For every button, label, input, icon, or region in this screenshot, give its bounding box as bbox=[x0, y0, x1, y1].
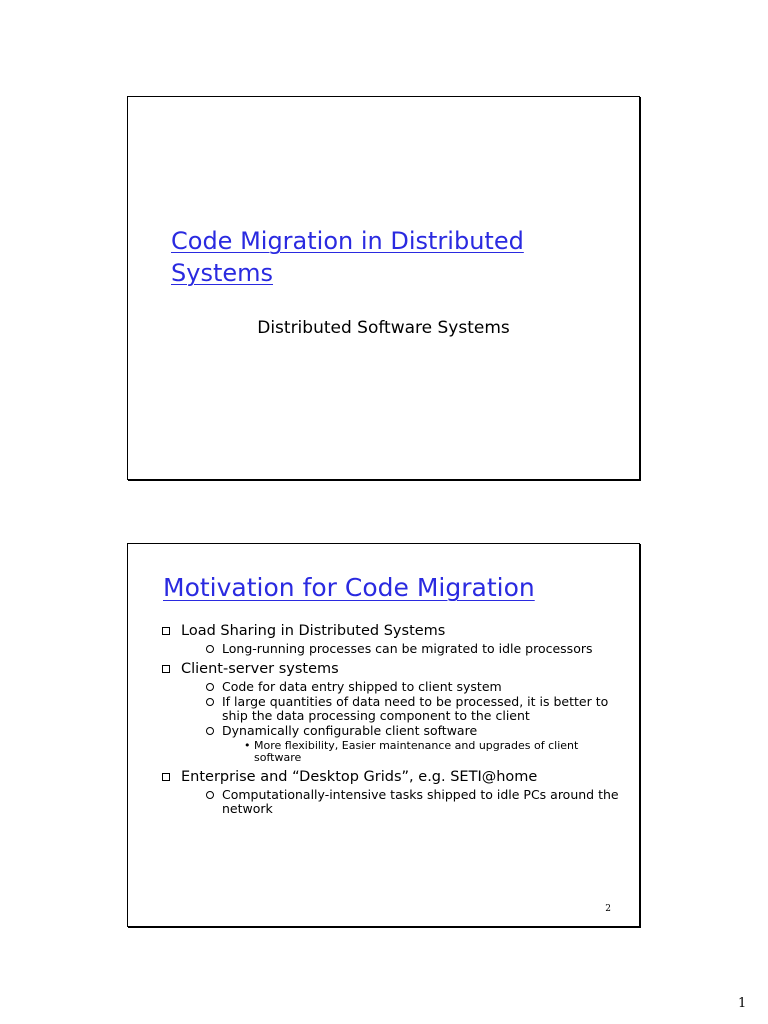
page-number: 1 bbox=[738, 996, 747, 1011]
square-bullet-icon bbox=[162, 627, 170, 635]
sub-bullet-text: If large quantities of data need to be processed, it is better to ship the data processing component to the client bbox=[222, 694, 609, 723]
sub-bullet-list bbox=[181, 680, 622, 764]
sub-sub-bullet-list bbox=[222, 740, 622, 764]
sub-bullet-text: Dynamically configurable client software bbox=[222, 723, 478, 738]
circle-bullet-icon bbox=[206, 683, 214, 691]
sub-bullet-text: Code for data entry shipped to client system bbox=[222, 679, 502, 694]
bullet-list bbox=[162, 620, 622, 820]
slide-1-subtitle: Distributed Software Systems bbox=[257, 318, 510, 338]
circle-bullet-icon bbox=[206, 791, 214, 799]
sub-bullet-item bbox=[204, 724, 622, 764]
square-bullet-icon bbox=[162, 773, 170, 781]
sub-bullet-list bbox=[181, 788, 622, 816]
slide-2-title: Motivation for Code Migration bbox=[163, 573, 535, 602]
square-bullet-icon bbox=[162, 665, 170, 673]
bullet-text: Load Sharing in Distributed Systems bbox=[181, 623, 446, 639]
sub-bullet-item bbox=[204, 680, 622, 694]
sub-bullet-item bbox=[204, 642, 622, 656]
bullet-text: Client-server systems bbox=[181, 661, 339, 677]
sub-sub-bullet-text: More flexibility, Easier maintenance and upgrades of client software bbox=[254, 739, 579, 764]
circle-bullet-icon bbox=[206, 645, 214, 653]
slide-number: 2 bbox=[605, 904, 611, 914]
sub-bullet-list bbox=[181, 642, 622, 656]
sub-bullet-item bbox=[204, 695, 622, 723]
slide-1 bbox=[127, 96, 640, 480]
circle-bullet-icon bbox=[206, 727, 214, 735]
bullet-item bbox=[162, 660, 622, 764]
sub-bullet-text: Computationally-intensive tasks shipped to idle PCs around the network bbox=[222, 787, 619, 816]
dot-bullet-icon: • bbox=[244, 739, 251, 752]
bullet-item bbox=[162, 768, 622, 816]
sub-bullet-text: Long-running processes can be migrated to idle processors bbox=[222, 641, 593, 656]
sub-sub-bullet-item bbox=[244, 740, 622, 764]
slide-2 bbox=[127, 543, 640, 927]
sub-bullet-item bbox=[204, 788, 622, 816]
slide-1-title: Code Migration in Distributed Systems bbox=[171, 227, 524, 287]
bullet-text: Enterprise and “Desktop Grids”, e.g. SETI@home bbox=[181, 769, 538, 785]
circle-bullet-icon bbox=[206, 698, 214, 706]
bullet-item bbox=[162, 622, 622, 656]
